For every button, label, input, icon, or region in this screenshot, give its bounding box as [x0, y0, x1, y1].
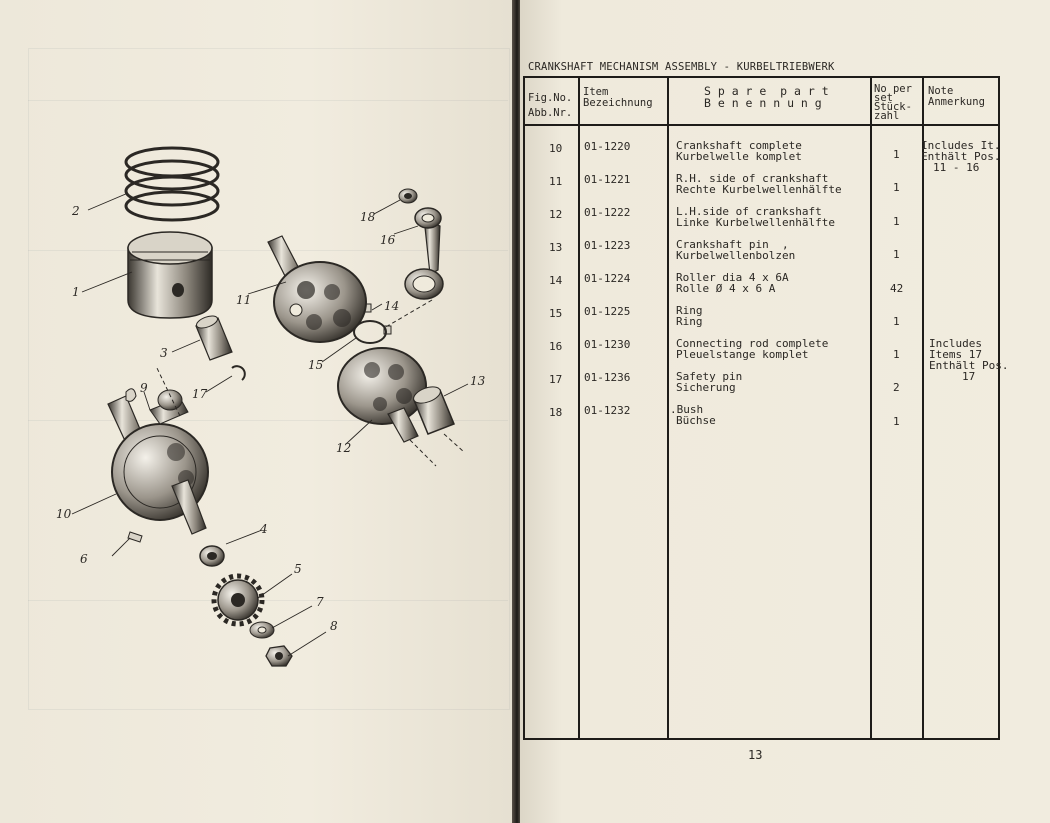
small-end-bush — [399, 189, 417, 203]
rh-crankshaft-half — [268, 236, 366, 342]
row-16-name-en: Connecting rod complete — [676, 337, 829, 350]
header-set: set — [874, 92, 893, 104]
header-zahl: zahl — [874, 110, 900, 122]
row-13-fig: 13 — [549, 241, 563, 254]
column-divider — [870, 76, 872, 740]
header-rule — [523, 124, 1000, 126]
callout-7: 7 — [316, 595, 324, 609]
row-17-fig: 17 — [549, 373, 563, 386]
callout-18: 18 — [360, 210, 376, 224]
lock-washer — [250, 622, 274, 638]
header-spare-part: S p a r e p a r t — [704, 84, 829, 98]
shaft-key — [128, 532, 142, 542]
row-13-qty: 1 — [893, 248, 900, 261]
row-12-item: 01-1222 — [584, 206, 631, 219]
row-18-fig: 18 — [549, 406, 563, 419]
lh-crankshaft-half — [338, 348, 426, 442]
header-item: Item — [583, 86, 609, 98]
row-14-item: 01-1224 — [584, 272, 631, 285]
callout-13: 13 — [470, 374, 486, 388]
left-page — [0, 0, 514, 823]
row-17-name-de: Sicherung — [676, 381, 736, 394]
row-17-name-en: Safety pin — [676, 370, 743, 383]
callout-4: 4 — [260, 522, 268, 536]
exploded-parts-diagram — [0, 0, 514, 823]
header-benennung: B e n e n n u n g — [704, 96, 822, 110]
callout-17: 17 — [192, 387, 208, 401]
row-13-name-de: Kurbelwellenbolzen — [676, 249, 796, 262]
row-15-fig: 15 — [549, 307, 563, 320]
page-heading: CRANKSHAFT MECHANISM ASSEMBLY - KURBELTRIEBWERK — [528, 61, 835, 73]
woodruff-key — [126, 389, 136, 402]
piston-rings — [126, 148, 218, 220]
row-16-name-de: Pleuelstange komplet — [676, 348, 809, 361]
header-note: Note — [928, 85, 954, 97]
row-14-qty: 42 — [890, 282, 904, 295]
connecting-rod — [405, 208, 443, 299]
callout-15: 15 — [308, 358, 324, 372]
row-16-note-4: 17 — [962, 370, 976, 383]
callout-9: 9 — [140, 381, 148, 395]
row-15-qty: 1 — [893, 315, 900, 328]
header-abb-nr: Abb.Nr. — [528, 107, 573, 119]
column-divider — [922, 76, 924, 740]
callout-2: 2 — [72, 204, 80, 218]
row-10-note-1: Includes It. — [921, 139, 1001, 152]
row-11-name-de: Rechte Kurbelwellenhälfte — [676, 183, 842, 196]
row-17-item: 01-1236 — [584, 371, 631, 384]
row-13-item: 01-1223 — [584, 239, 631, 252]
row-12-name-en: L.H.side of crankshaft — [676, 205, 822, 218]
piston — [128, 232, 212, 318]
callout-1: 1 — [72, 285, 80, 299]
header-fig-no: Fig.No. — [528, 92, 573, 104]
row-11-item: 01-1221 — [584, 173, 631, 186]
crankshaft-complete — [108, 390, 208, 534]
row-10-note-2: Enthält Pos. — [921, 150, 1001, 163]
row-16-qty: 1 — [893, 348, 900, 361]
row-18-item: 01-1232 — [584, 404, 631, 417]
row-10-qty: 1 — [893, 148, 900, 161]
row-12-fig: 12 — [549, 208, 563, 221]
header-stuck: Stück- — [874, 101, 912, 113]
column-divider — [667, 76, 669, 740]
callout-8: 8 — [330, 619, 338, 633]
callout-10: 10 — [56, 507, 72, 521]
row-12-name-de: Linke Kurbelwellenhälfte — [676, 216, 835, 229]
row-15-name-en: Ring — [676, 304, 703, 317]
row-10-name-de: Kurbelwelle komplet — [676, 150, 802, 163]
callout-12: 12 — [336, 441, 352, 455]
row-13-name-en: Crankshaft pin , — [676, 238, 789, 251]
callout-6: 6 — [80, 552, 88, 566]
callout-11: 11 — [236, 293, 252, 307]
row-12-qty: 1 — [893, 215, 900, 228]
drive-sprocket — [214, 576, 262, 624]
row-17-qty: 2 — [893, 381, 900, 394]
callout-5: 5 — [294, 562, 302, 576]
row-18-qty: 1 — [893, 415, 900, 428]
row-16-note-3: Enthält Pos. — [929, 359, 1009, 372]
spacer-bush — [200, 546, 224, 566]
row-11-qty: 1 — [893, 181, 900, 194]
row-10-item: 01-1220 — [584, 140, 631, 153]
row-14-fig: 14 — [549, 274, 563, 287]
row-15-item: 01-1225 — [584, 305, 631, 318]
row-16-fig: 16 — [549, 340, 563, 353]
header-no-per: No per — [874, 83, 912, 95]
header-bezeichnung: Bezeichnung — [583, 97, 653, 109]
row-16-note-1: Includes — [929, 337, 982, 350]
row-10-name-en: Crankshaft complete — [676, 139, 802, 152]
callout-14: 14 — [384, 299, 400, 313]
callout-3: 3 — [160, 346, 168, 360]
row-10-note-3: 11 - 16 — [933, 161, 980, 174]
callout-16: 16 — [380, 233, 396, 247]
row-14-name-de: Rolle Ø 4 x 6 A — [676, 282, 776, 295]
row-18-name-en: .Bush — [670, 403, 704, 416]
row-14-name-en: Roller dia 4 x 6A — [676, 271, 789, 284]
row-10-fig: 10 — [549, 142, 563, 155]
circlip — [232, 366, 245, 380]
column-divider — [578, 76, 580, 740]
header-anmerkung: Anmerkung — [928, 96, 985, 108]
row-16-item: 01-1230 — [584, 338, 631, 351]
row-11-name-en: R.H. side of crankshaft — [676, 172, 829, 185]
row-18-name-de: Büchse — [676, 414, 716, 427]
row-15-name-de: Ring — [676, 315, 703, 328]
row-16-note-2: Items 17 — [929, 348, 982, 361]
piston-pin — [195, 314, 232, 360]
row-11-fig: 11 — [549, 175, 563, 188]
page-number: 13 — [748, 748, 763, 762]
